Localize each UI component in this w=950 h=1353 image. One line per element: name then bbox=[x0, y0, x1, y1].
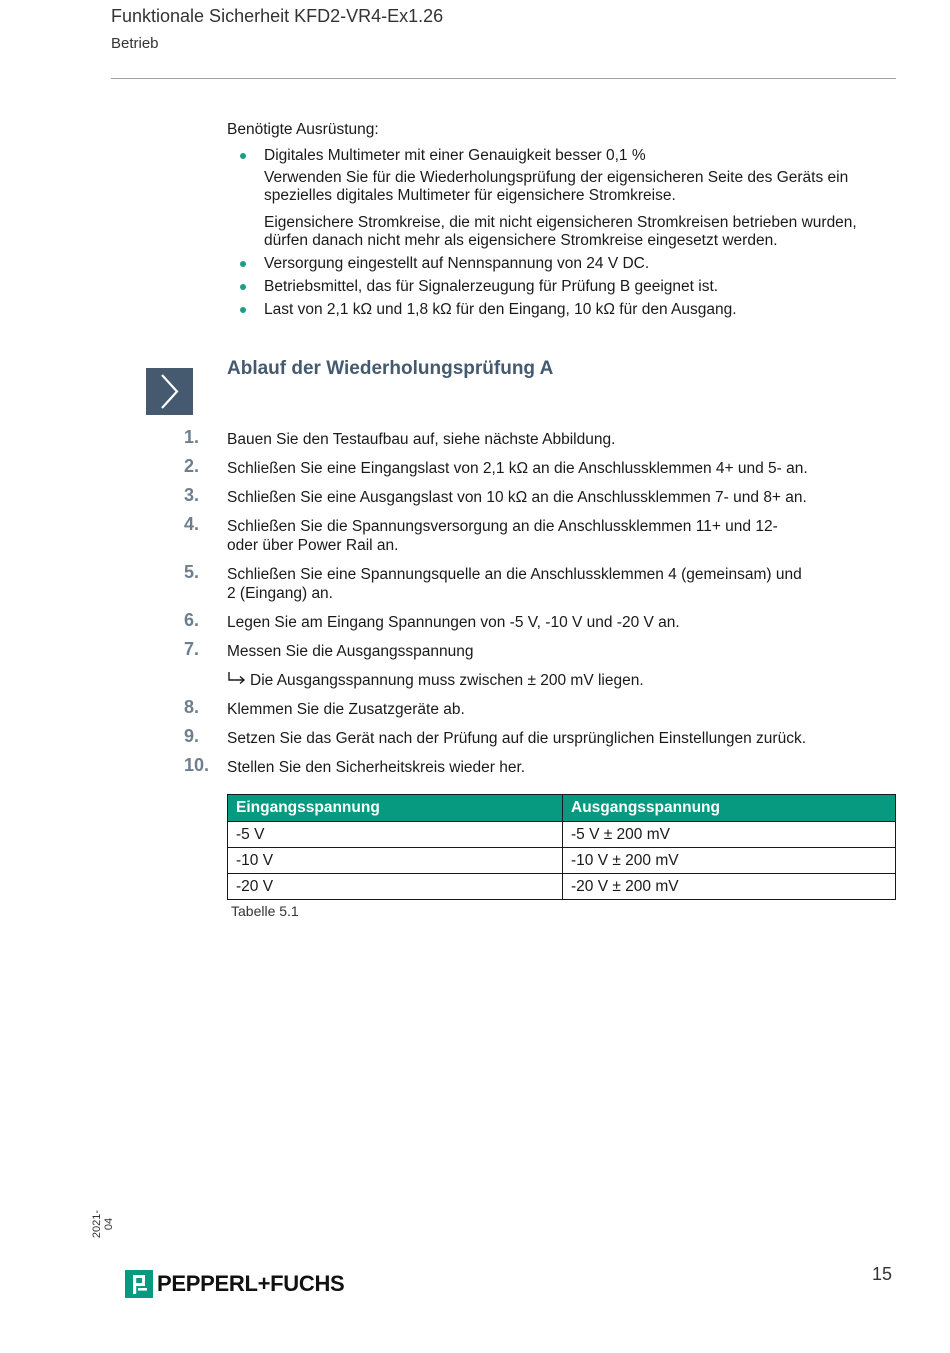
bullet-icon bbox=[240, 307, 246, 313]
step-text: Schließen Sie die Spannungsversorgung an die Anschlussklemmen 11+ und 12- oder über Power Rail an. bbox=[227, 518, 778, 554]
step-item bbox=[0, 427, 837, 449]
company-logo bbox=[125, 1268, 344, 1300]
procedure-heading: Ablauf der Wiederholungsprüfung A bbox=[227, 358, 554, 379]
step-result bbox=[227, 671, 837, 690]
step-number: 1. bbox=[184, 427, 200, 447]
equipment-item-text: Digitales Multimeter mit einer Genauigkeit besser 0,1 % bbox=[264, 147, 646, 164]
table-header-cell: Eingangsspannung bbox=[228, 795, 563, 822]
equipment-item bbox=[227, 301, 887, 319]
step-text: Legen Sie am Eingang Spannungen von -5 V, -10 V und -20 V an. bbox=[227, 614, 680, 631]
step-text: Schließen Sie eine Spannungsquelle an die Anschlussklemmen 4 (gemeinsam) und 2 (Eingang) an. bbox=[227, 566, 802, 602]
step-item bbox=[0, 697, 837, 719]
table-row bbox=[228, 822, 896, 848]
equipment-item-text: Last von 2,1 kΩ und 1,8 kΩ für den Eingang, 10 kΩ für den Ausgang. bbox=[264, 301, 737, 318]
document-date: 2021-04 bbox=[91, 1209, 115, 1239]
logo-mark-icon bbox=[125, 1270, 153, 1298]
table-caption: Tabelle 5.1 bbox=[231, 903, 299, 919]
step-item bbox=[0, 726, 837, 748]
equipment-item bbox=[227, 255, 887, 273]
table-row bbox=[228, 848, 896, 874]
step-number: 3. bbox=[184, 485, 200, 505]
step-text: Schließen Sie eine Eingangslast von 2,1 kΩ an die Anschlussklemmen 4+ und 5- an. bbox=[227, 460, 808, 477]
step-item bbox=[0, 639, 837, 690]
step-number: 7. bbox=[184, 639, 200, 659]
step-number: 9. bbox=[184, 726, 200, 746]
voltage-table bbox=[227, 794, 896, 900]
table-row bbox=[228, 874, 896, 900]
table-cell: -20 V ± 200 mV bbox=[563, 874, 896, 900]
step-number: 6. bbox=[184, 610, 200, 630]
step-item bbox=[0, 456, 837, 478]
header-divider bbox=[111, 78, 896, 79]
step-number: 8. bbox=[184, 697, 200, 717]
result-arrow-icon bbox=[227, 671, 247, 685]
step-item bbox=[0, 514, 807, 555]
table-cell: -20 V bbox=[228, 874, 563, 900]
section-marker bbox=[146, 368, 193, 415]
table-cell: -10 V bbox=[228, 848, 563, 874]
bullet-icon bbox=[240, 153, 246, 159]
equipment-note: Verwenden Sie für die Wiederholungsprüfung der eigensicheren Seite des Geräts ein spezielles digitales Multimeter für eigensichere Stromkreise. bbox=[264, 169, 849, 204]
table-header-cell: Ausgangsspannung bbox=[563, 795, 896, 822]
step-result-text: Die Ausgangsspannung muss zwischen ± 200 mV liegen. bbox=[250, 672, 644, 689]
step-item bbox=[0, 610, 837, 632]
section-name: Betrieb bbox=[111, 35, 159, 52]
equipment-item bbox=[227, 147, 887, 250]
equipment-item-text: Versorgung eingestellt auf Nennspannung von 24 V DC. bbox=[264, 255, 650, 272]
equipment-item bbox=[227, 278, 887, 296]
step-number: 4. bbox=[184, 514, 200, 534]
table-cell: -5 V ± 200 mV bbox=[563, 822, 896, 848]
table-cell: -5 V bbox=[228, 822, 563, 848]
step-text: Messen Sie die Ausgangsspannung bbox=[227, 643, 474, 660]
bullet-icon bbox=[240, 284, 246, 290]
step-text: Schließen Sie eine Ausgangslast von 10 kΩ an die Anschlussklemmen 7- und 8+ an. bbox=[227, 489, 807, 506]
step-text: Klemmen Sie die Zusatzgeräte ab. bbox=[227, 701, 465, 718]
chevron-right-icon bbox=[146, 368, 193, 415]
table-cell: -10 V ± 200 mV bbox=[563, 848, 896, 874]
logo-text: PEPPERL+FUCHS bbox=[157, 1271, 345, 1296]
procedure-steps bbox=[0, 427, 950, 787]
step-item bbox=[0, 755, 837, 777]
step-number: 5. bbox=[184, 562, 200, 582]
equipment-item-text: Betriebsmittel, das für Signalerzeugung für Prüfung B geeignet ist. bbox=[264, 278, 719, 295]
document-title: Funktionale Sicherheit KFD2-VR4-Ex1.26 bbox=[111, 6, 444, 26]
equipment-note: Eigensichere Stromkreise, die mit nicht eigensicheren Stromkreisen betrieben wurden, dürfen danach nicht mehr als eigensichere Stromkreise eingesetzt werden. bbox=[264, 214, 857, 249]
step-number: 2. bbox=[184, 456, 200, 476]
bullet-icon bbox=[240, 261, 246, 267]
page-number: 15 bbox=[872, 1264, 893, 1284]
step-item bbox=[0, 562, 807, 603]
step-item bbox=[0, 485, 837, 507]
step-text: Stellen Sie den Sicherheitskreis wieder her. bbox=[227, 759, 526, 776]
step-text: Bauen Sie den Testaufbau auf, siehe nächste Abbildung. bbox=[227, 431, 616, 448]
step-number: 10. bbox=[184, 755, 210, 775]
equipment-list bbox=[227, 147, 887, 324]
table-header-row bbox=[228, 795, 896, 822]
step-text: Setzen Sie das Gerät nach der Prüfung auf die ursprünglichen Einstellungen zurück. bbox=[227, 730, 807, 747]
equipment-heading: Benötigte Ausrüstung: bbox=[227, 121, 379, 138]
